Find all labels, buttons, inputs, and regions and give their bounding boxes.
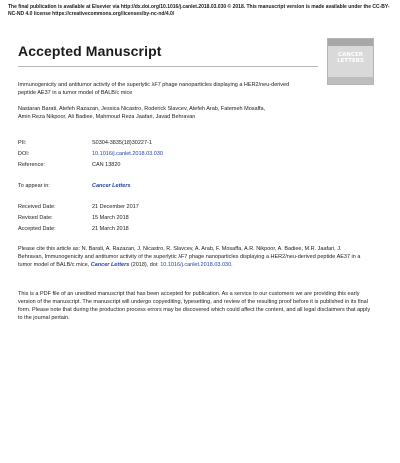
accepted-value: 21 March 2018 [92, 226, 129, 232]
page-title: Accepted Manuscript [18, 43, 162, 59]
revised-value: 15 March 2018 [92, 215, 129, 221]
accepted-label: Accepted Date: [18, 226, 56, 232]
citation-end: . [231, 262, 233, 268]
reference-value: CAN 13820 [92, 162, 121, 168]
cover-top-band [328, 39, 373, 46]
article-title: Immunogenicity and antitumor activity of the superlytic λF7 phage nanoparticles displaying a HER2/neu-derived peptide AE37 in a tumor model of BALB/c mice [18, 82, 290, 96]
doi-link[interactable]: 10.1016/j.canlet.2018.03.030 [92, 151, 163, 157]
appear-label: To appear in: [18, 183, 50, 189]
license-notice: The final publication is available at Elsevier via http://dx.doi.org/10.1016/j.canlet.2018.03.030 © 2018. This manuscript version is made available under the CC-BY-NC-ND 4.0 license https://creativecommons.org/licenses/by-nc-nd/4.0/ [8, 4, 390, 17]
cover-bottom-band [328, 77, 373, 84]
citation-journal: Cancer Letters [90, 262, 130, 268]
doi-label: DOI: [18, 151, 30, 157]
citation-year: (2018), doi: [129, 262, 161, 268]
journal-link[interactable]: Cancer Letters [92, 183, 131, 189]
citation-text: Please cite this article as: N. Barati, A. Razazan, J. Nicastro, R. Slavcev, A. Arab, F. Mosaffa, A.R. Nikpoor, A. Badiee, M.R. Jaafari, J. Behravan, Immunogenicity and antitumor activity of the superlytic λF7 phage nanoparticles displaying a HER2/neu-derived peptide AE37 in a tumor model of BALB/c mice, [18, 246, 361, 268]
journal-cover-thumbnail [327, 38, 374, 85]
pdf-disclaimer: This is a PDF file of an unedited manuscript that has been accepted for publication. As a service to our customers we are providing this early version of the manuscript. The manuscript will undergo copyediting, typesetting, and review of the resulting proof before it is published in its final form. Please note that during the production process errors may be discovered which could affect the content, and all legal disclaimers that apply to the journal pertain. [18, 291, 371, 321]
cover-title: CANCER LETTERS [337, 52, 364, 64]
header-divider [18, 66, 318, 67]
received-value: 21 December 2017 [92, 204, 139, 210]
revised-label: Revised Date: [18, 215, 53, 221]
pii-value: S0304-3835(18)30227-1 [92, 140, 152, 146]
reference-label: Reference: [18, 162, 45, 168]
pii-label: PII: [18, 140, 27, 146]
received-label: Received Date: [18, 204, 56, 210]
article-authors: Nastaran Barati, Atefeh Razazan, Jessica Nicastro, Roderick Slavcev, Atefeh Arab, Fatemeh Mosaffa, Amin Reza Nikpoor, Ali Badiee, Mahmoud Reza Jaafari, Javad Behravan [18, 106, 266, 120]
citation-paragraph [18, 245, 364, 269]
citation-doi-link[interactable]: 10.1016/j.canlet.2018.03.030 [160, 262, 232, 268]
